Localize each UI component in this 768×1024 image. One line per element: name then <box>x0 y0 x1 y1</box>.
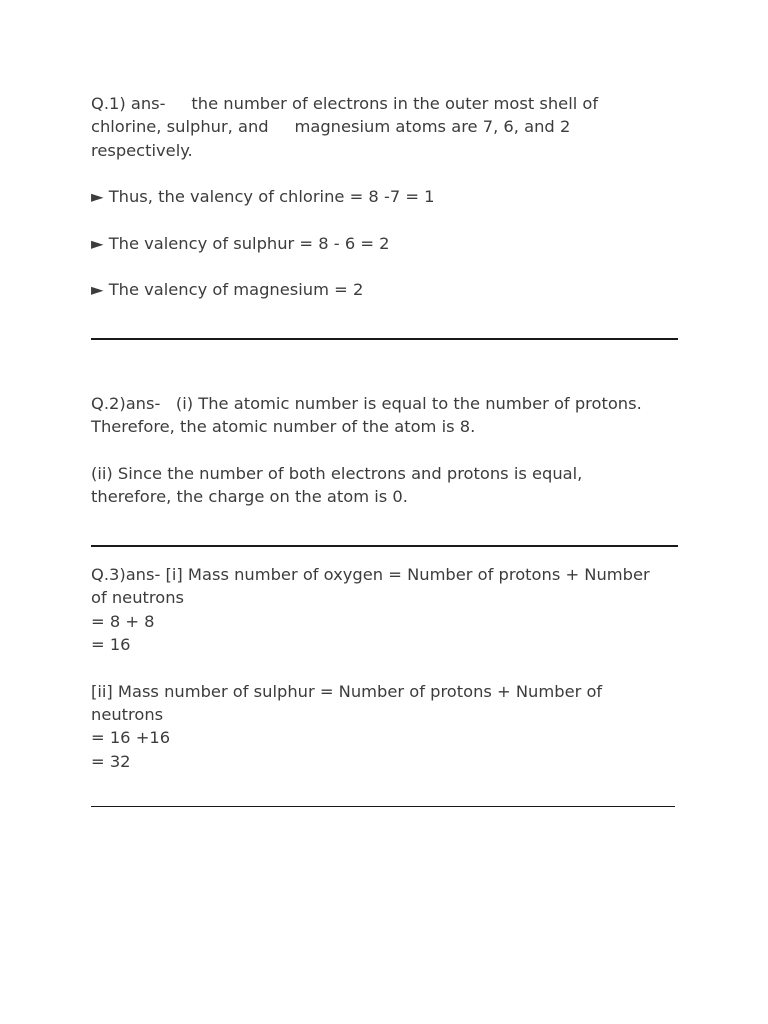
q1-line-1: Q.1) ans- the number of electrons in the outer most shell of <box>91 94 599 113</box>
q3-line-2: of neutrons <box>91 588 185 608</box>
document-body <box>91 92 681 807</box>
q2-line-2: Therefore, the atomic number of the atom is 8. <box>91 416 476 436</box>
q2-line-1: Q.2)ans- (i) The atomic number is equal to the number of protons. <box>91 393 642 413</box>
q3-line-3: = 8 + 8 <box>91 611 155 631</box>
q3-line-8: = 32 <box>91 751 131 771</box>
q3-line-4: = 16 <box>91 635 131 655</box>
q2-line-3: (ii) Since the number of both electrons and protons is equal, <box>91 463 583 483</box>
question-2-answer <box>91 392 681 508</box>
section-divider <box>91 338 678 340</box>
question-1-answer <box>91 92 681 302</box>
q1-line-3: respectively. <box>91 140 193 160</box>
q3-line-7: = 16 +16 <box>91 728 171 748</box>
q1-line-2: chlorine, sulphur, and magnesium atoms are 7, 6, and 2 <box>91 117 571 137</box>
q1-bullet-chlorine: ► Thus, the valency of chlorine = 8 -7 = 1 <box>91 187 435 207</box>
q1-bullet-magnesium: ► The valency of magnesium = 2 <box>91 280 364 300</box>
q3-line-1: Q.3)ans- [i] Mass number of oxygen = Number of protons + Number <box>91 565 650 585</box>
q2-line-4: therefore, the charge on the atom is 0. <box>91 486 408 506</box>
question-3-answer <box>91 563 681 773</box>
q3-line-6: neutrons <box>91 704 164 724</box>
q3-line-5: [ii] Mass number of sulphur = Number of protons + Number of <box>91 681 603 701</box>
section-divider <box>91 545 678 547</box>
q1-bullet-sulphur: ► The valency of sulphur = 8 - 6 = 2 <box>91 233 390 253</box>
section-divider <box>91 806 675 807</box>
